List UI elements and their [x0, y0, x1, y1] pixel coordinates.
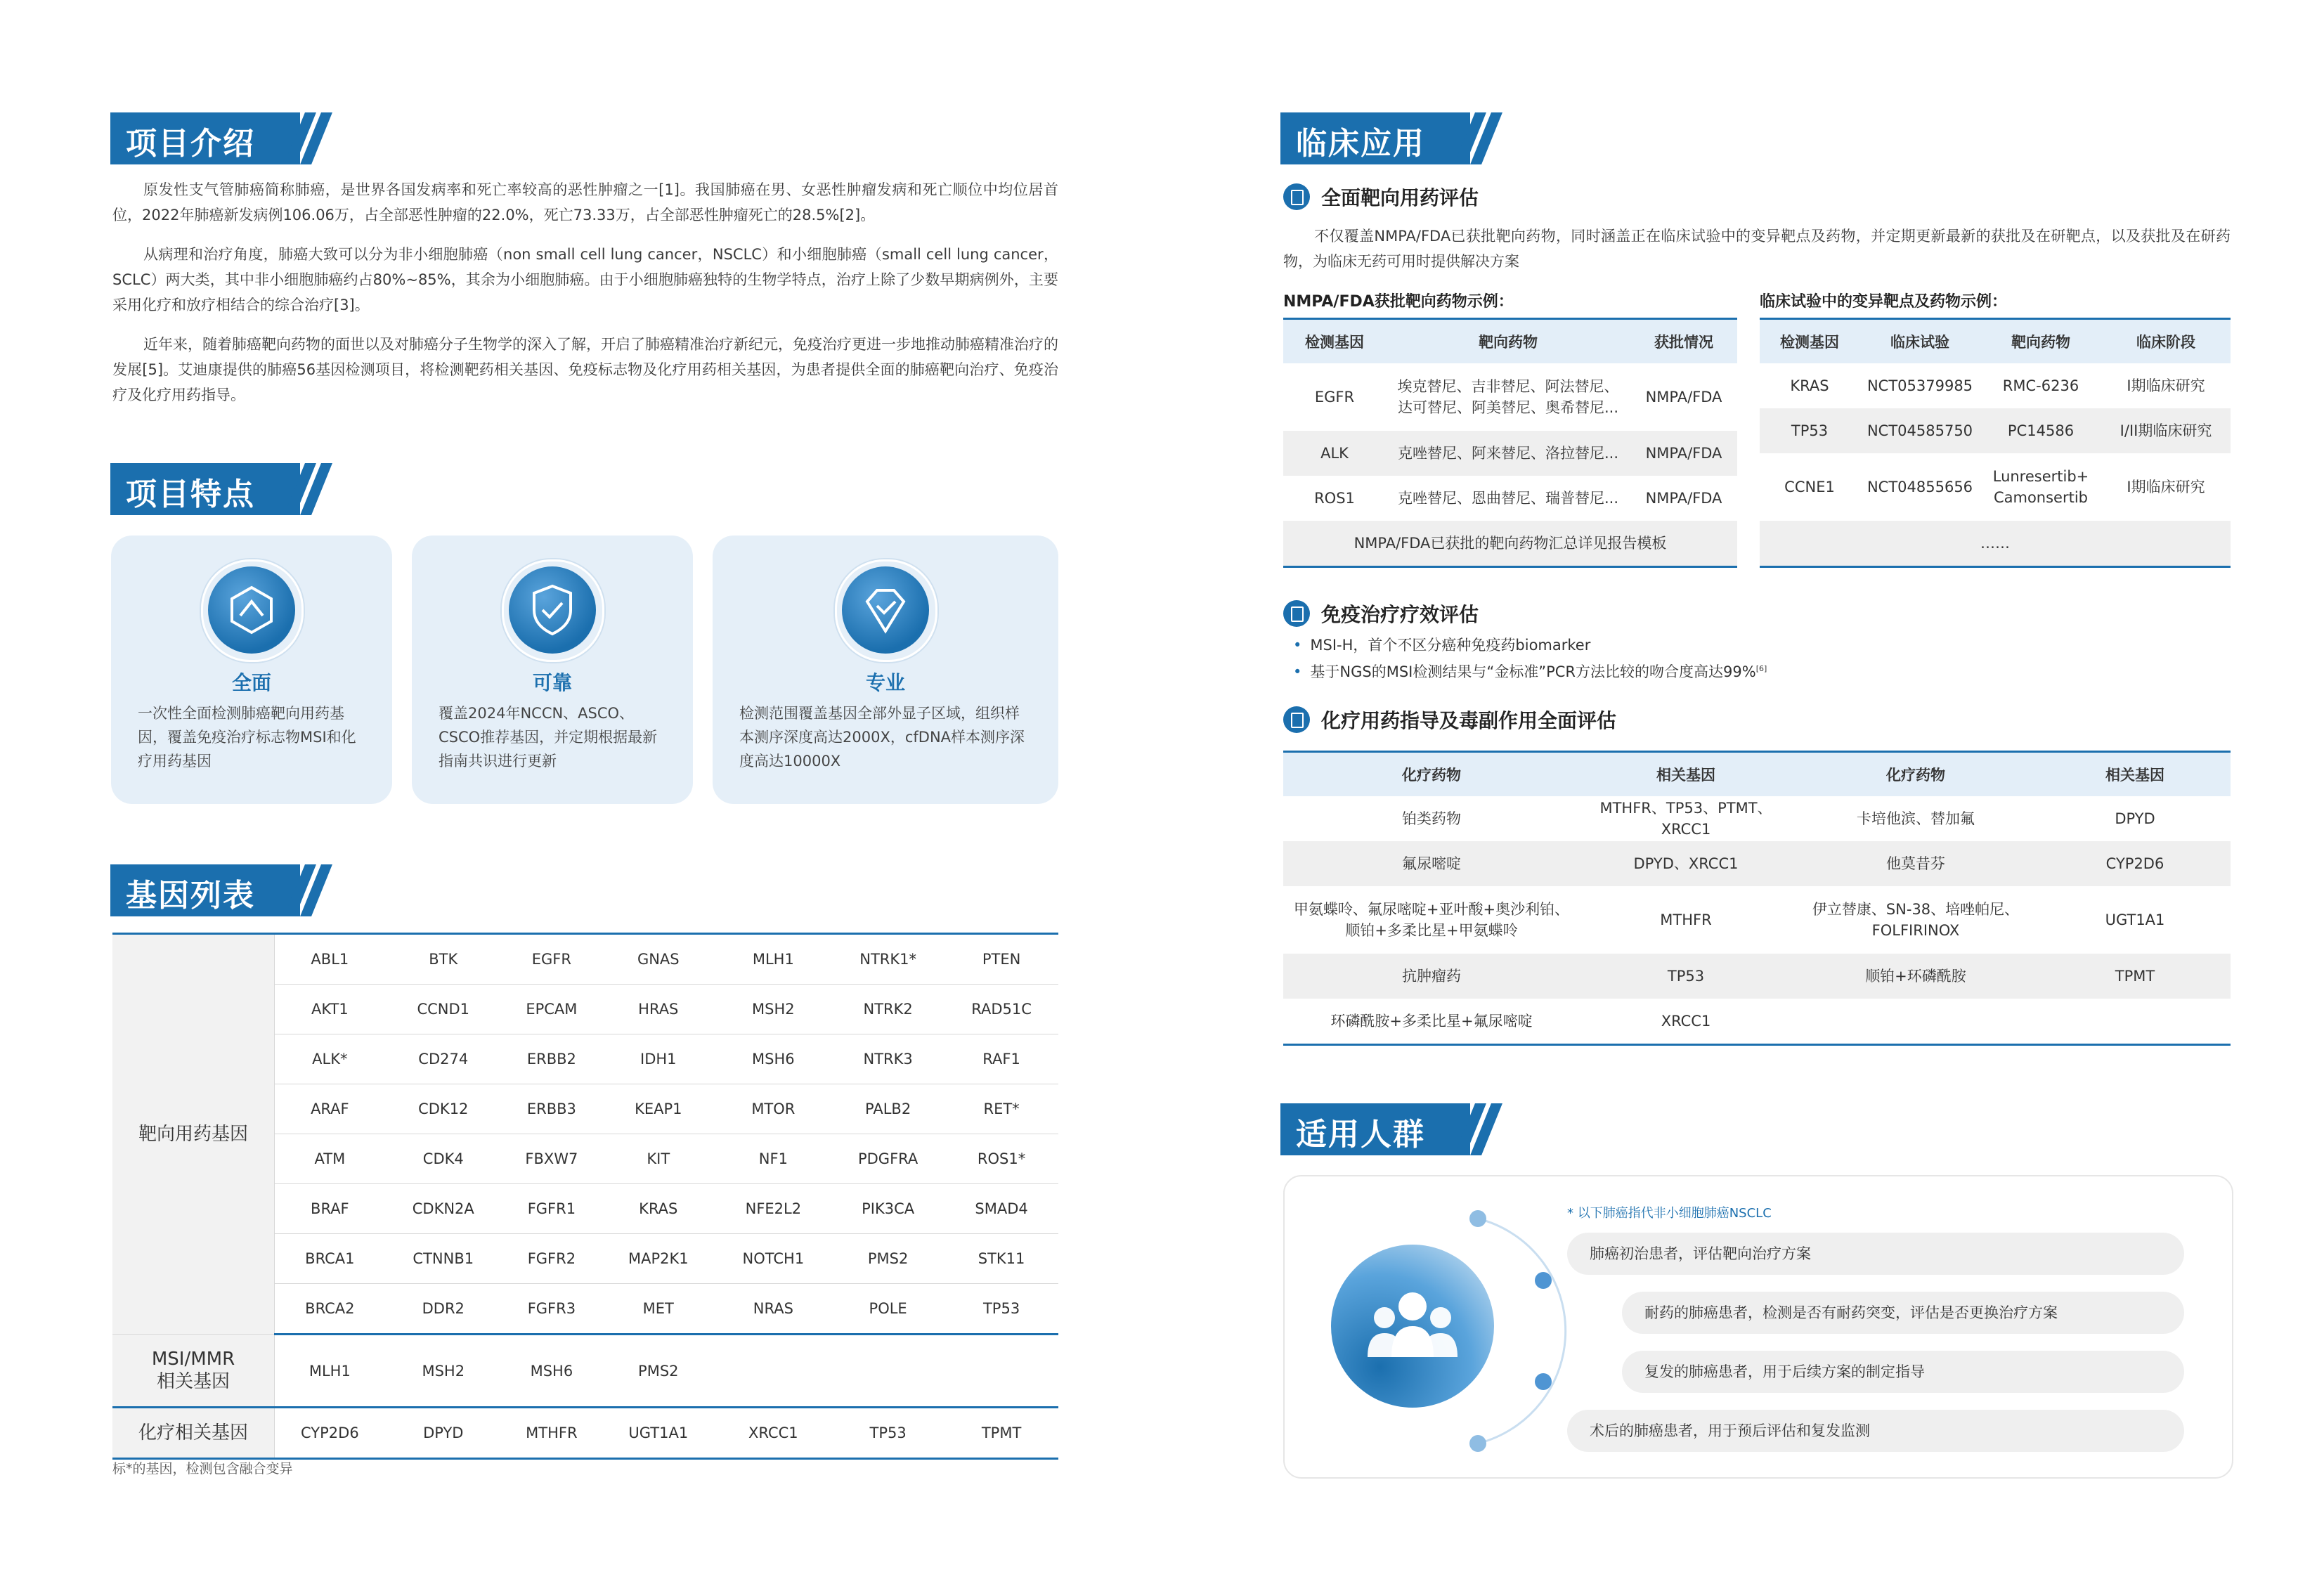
gene-cell: FGFR3: [502, 1284, 602, 1335]
table-row: 甲氨蝶呤、氟尿嘧啶+亚叶酸+奥沙利铂、 顺铂+多柔比星+甲氨蝶呤 MTHFR 伊立替康、SN-38、培唑帕尼、 FOLFIRINOX UGT1A1: [1293, 901, 2165, 939]
gene-cell: MSH6: [715, 1034, 831, 1084]
section-title-features: [110, 463, 314, 515]
gene-cell: MAP2K1: [602, 1234, 715, 1284]
gene-cell: NRAS: [715, 1284, 831, 1335]
people-group-icon: [1331, 1245, 1494, 1408]
section-title-population: [1280, 1103, 1484, 1155]
document-icon: [1283, 183, 1310, 210]
gene-cell: FBXW7: [502, 1134, 602, 1184]
gene-cell: DDR2: [385, 1284, 502, 1335]
section-title-population-text: 适用人群: [1296, 1117, 1425, 1153]
immune-heading: 免疫治疗疗效评估: [1321, 603, 1479, 626]
gene-cell: CDK12: [385, 1084, 502, 1134]
document-icon: [1283, 706, 1310, 733]
table-row: CCNE1 NCT04855656 Lunresertib+ Camonsertib I期临床研究: [1784, 468, 2205, 506]
gene-cell: ROS1*: [944, 1134, 1058, 1184]
population-panel: [1283, 1175, 2233, 1479]
section-title-genes-text: 基因列表: [126, 878, 255, 914]
col-header: 化疗药物: [1792, 752, 2039, 797]
gene-cell: MLH1: [275, 1335, 385, 1408]
gene-cell: PMS2: [602, 1335, 715, 1408]
chemo-heading: 化疗用药指导及毒副作用全面评估: [1321, 709, 1617, 732]
gene-category-label: 化疗相关基因: [112, 1408, 275, 1459]
col-header: 获批情况: [1630, 319, 1737, 364]
population-note: * 以下肺癌指代非小细胞肺癌NSCLC: [1567, 1206, 1772, 1221]
approved-drug-table: [1283, 318, 1737, 568]
gene-cell: NFE2L2: [715, 1184, 831, 1234]
gene-cell: POLE: [831, 1284, 944, 1335]
col-header: 临床阶段: [2101, 319, 2231, 364]
gene-cell: CD274: [385, 1034, 502, 1084]
gene-cell: CYP2D6: [275, 1408, 385, 1459]
col-header: 靶向药物: [1386, 319, 1630, 364]
section-title-clinical-text: 临床应用: [1296, 126, 1425, 162]
gene-cell: KIT: [602, 1134, 715, 1184]
gene-footnote: 标*的基因，检测包含融合变异: [112, 1461, 293, 1477]
gene-cell: MLH1: [715, 934, 831, 985]
table-row: KRAS NCT05379985 RMC-6236 I期临床研究: [1790, 377, 2205, 394]
document-icon: [1283, 600, 1310, 627]
gene-cell: FGFR1: [502, 1184, 602, 1234]
gene-cell: STK11: [944, 1234, 1058, 1284]
feature-card-comprehensive: [111, 536, 392, 804]
gene-cell: TP53: [831, 1408, 944, 1459]
approved-caption: NMPA/FDA获批靶向药物示例：: [1283, 293, 1514, 311]
gene-cell: CTNNB1: [385, 1234, 502, 1284]
feature-card-professional: [713, 536, 1058, 804]
gene-cell: PTEN: [944, 934, 1058, 985]
gene-cell: MSH2: [715, 985, 831, 1034]
table-row: NMPA/FDA已获批的靶向药物汇总详见报告模板: [1283, 521, 1737, 567]
gene-cell: RAF1: [944, 1034, 1058, 1084]
trial-drug-table: [1760, 318, 2231, 568]
gene-cell: CDKN2A: [385, 1184, 502, 1234]
gene-cell: MET: [602, 1284, 715, 1335]
gene-row: [112, 1408, 1058, 1459]
section-title-intro-text: 项目介绍: [126, 126, 255, 162]
atom-icon: [208, 566, 295, 654]
gene-row: [112, 934, 1058, 985]
gene-cell: UGT1A1: [602, 1408, 715, 1459]
table-row: ALK 克唑替尼、阿来替尼、洛拉替尼... NMPA/FDA: [1283, 431, 1737, 476]
gene-cell: RET*: [944, 1084, 1058, 1134]
table-row: EGFR 埃克替尼、吉非替尼、阿法替尼、 达可替尼、阿美替尼、奥希替尼... NMPA/FDA: [1314, 378, 1722, 416]
feature-desc: 一次性全面检测肺癌靶向用药基因，覆盖免疫治疗标志物MSI和化疗用药基因: [138, 705, 356, 770]
gene-cell: PMS2: [831, 1234, 944, 1284]
col-header: 临床试验: [1859, 319, 1980, 364]
feature-card-reliable: [412, 536, 693, 804]
gene-cell: PDGFRA: [831, 1134, 944, 1184]
feature-title: 可靠: [532, 671, 572, 694]
shield-check-icon: [509, 566, 596, 654]
table-row: ROS1 克唑替尼、恩曲替尼、瑞普替尼... NMPA/FDA: [1314, 490, 1722, 507]
table-row: 抗肿瘤药 TP53 顺铂+环磷酰胺 TPMT: [1283, 954, 2231, 999]
gene-cell: EPCAM: [502, 985, 602, 1034]
gene-cell: DPYD: [385, 1408, 502, 1459]
gene-list-table: [112, 933, 1058, 1460]
targeted-heading: 全面靶向用药评估: [1321, 186, 1479, 209]
gene-cell: ABL1: [275, 934, 385, 985]
gene-cell: IDH1: [602, 1034, 715, 1084]
gene-cell: [944, 1335, 1058, 1408]
col-header: 靶向药物: [1980, 319, 2101, 364]
gene-cell: NTRK3: [831, 1034, 944, 1084]
gene-cell: BRCA1: [275, 1234, 385, 1284]
gene-cell: ARAF: [275, 1084, 385, 1134]
gene-cell: MTHFR: [502, 1408, 602, 1459]
population-item: 肺癌初治患者，评估靶向治疗方案: [1567, 1233, 2184, 1275]
col-header: 相关基因: [1580, 752, 1792, 797]
gene-cell: NTRK2: [831, 985, 944, 1034]
gene-cell: BRAF: [275, 1184, 385, 1234]
gene-cell: KEAP1: [602, 1084, 715, 1134]
population-item: 术后的肺癌患者，用于预后评估和复发监测: [1567, 1410, 2184, 1452]
gene-cell: MSH6: [502, 1335, 602, 1408]
gene-cell: ERBB2: [502, 1034, 602, 1084]
gene-cell: BTK: [385, 934, 502, 985]
gene-cell: MTOR: [715, 1084, 831, 1134]
gene-cell: NF1: [715, 1134, 831, 1184]
gene-row: [112, 1335, 1058, 1408]
gene-cell: NOTCH1: [715, 1234, 831, 1284]
gene-cell: AKT1: [275, 985, 385, 1034]
feature-desc: 检测范围覆盖基因全部外显子区域，组织样本测序深度高达2000X，cfDNA样本测序深度高达10000X: [739, 705, 1025, 770]
gene-cell: NTRK1*: [831, 934, 944, 985]
gene-cell: ALK*: [275, 1034, 385, 1084]
gene-cell: GNAS: [602, 934, 715, 985]
intro-paragraph-3: 近年来，随着肺癌靶向药物的面世以及对肺癌分子生物学的深入了解，开启了肺癌精准治疗新纪元，免疫治疗更进一步地推动肺癌精准治疗的发展[5]。艾迪康提供的肺癌56基因检测项目，将检测靶药相关基因、免疫标志物及化疗用药相关基因，为患者提供全面的肺癌靶向治疗、免疫治疗及化疗用药指导。: [112, 336, 1058, 403]
gene-cell: ERBB3: [502, 1084, 602, 1134]
gene-cell: FGFR2: [502, 1234, 602, 1284]
gene-cell: [715, 1335, 831, 1408]
gene-cell: [831, 1335, 944, 1408]
section-title-features-text: 项目特点: [126, 476, 255, 512]
gene-category-label: 靶向用药基因: [112, 934, 275, 1335]
gene-cell: PALB2: [831, 1084, 944, 1134]
intro-paragraph-1: 原发性支气管肺癌简称肺癌，是世界各国发病率和死亡率较高的恶性肿瘤之一[1]。我国肺癌在男、女恶性肿瘤发病和死亡顺位中均位居首位，2022年肺癌新发病例106.06万，占全部恶性肿瘤的22.0%，死亡73.33万，占全部恶性肿瘤死亡的28.5%[2]。: [112, 181, 1058, 223]
table-row: TP53 NCT04585750 PC14586 I/II期临床研究: [1760, 408, 2231, 453]
trial-caption: 临床试验中的变异靶点及药物示例：: [1760, 293, 2008, 311]
gene-cell: SMAD4: [944, 1184, 1058, 1234]
chemo-table: [1283, 751, 2231, 1046]
table-row: 环磷酰胺+多柔比星+氟尿嘧啶 XRCC1: [1283, 999, 2231, 1045]
gene-cell: EGFR: [502, 934, 602, 985]
table-row: ……: [1760, 521, 2231, 567]
feature-title: 全面: [231, 671, 271, 694]
targeted-desc: 不仅覆盖NMPA/FDA已获批靶向药物，同时涵盖正在临床试验中的变异靶点及药物，并定期更新最新的获批及在研靶点，以及获批及在研药物，为临床无药可用时提供解决方案: [1283, 228, 2231, 270]
gene-cell: CCND1: [385, 985, 502, 1034]
gene-cell: ATM: [275, 1134, 385, 1184]
gene-cell: BRCA2: [275, 1284, 385, 1335]
gene-cell: MSH2: [385, 1335, 502, 1408]
col-header: 检测基因: [1283, 319, 1386, 364]
feature-desc: 覆盖2024年NCCN、ASCO、CSCO推荐基因，并定期根据最新指南共识进行更新: [439, 705, 658, 770]
gene-cell: TP53: [944, 1284, 1058, 1335]
intro-paragraph-2: 从病理和治疗角度，肺癌大致可以分为非小细胞肺癌（non small cell lung cancer，NSCLC）和小细胞肺癌（small cell lung cancer，SCLC）两大类，其中非小细胞肺癌约占80%~85%，其余为小细胞肺癌。由于小细胞肺癌独特的生物学特点，治疗上除了少数早期病例外，主要采用化疗和放疗相结合的综合治疗[3]。: [112, 246, 1058, 313]
population-item: 复发的肺癌患者，用于后续方案的制定指导: [1622, 1351, 2184, 1393]
gene-cell: XRCC1: [715, 1408, 831, 1459]
section-title-clinical: [1280, 112, 1484, 164]
gene-cell: TPMT: [944, 1408, 1058, 1459]
col-header: 相关基因: [2039, 752, 2231, 797]
gene-category-label: MSI/MMR 相关基因: [112, 1335, 275, 1408]
gene-cell: RAD51C: [944, 985, 1058, 1034]
immune-bullet-2: • 基于NGS的MSI检测结果与“金标准”PCR方法比较的吻合度高达99%[6]: [1293, 661, 1767, 682]
col-header: 化疗药物: [1283, 752, 1580, 797]
feature-title: 专业: [865, 671, 905, 694]
population-item: 耐药的肺癌患者，检测是否有耐药突变，评估是否更换治疗方案: [1622, 1292, 2184, 1334]
table-row: 氟尿嘧啶 DPYD、XRCC1 他莫昔芬 CYP2D6: [1283, 841, 2231, 886]
section-title-intro: [110, 112, 314, 164]
gene-cell: HRAS: [602, 985, 715, 1034]
gene-cell: KRAS: [602, 1184, 715, 1234]
gene-cell: CDK4: [385, 1134, 502, 1184]
section-title-genes: [110, 864, 314, 916]
gene-cell: PIK3CA: [831, 1184, 944, 1234]
col-header: 检测基因: [1760, 319, 1859, 364]
diamond-check-icon: [842, 566, 929, 654]
table-row: 铂类药物 MTHFR、TP53、PTMT、XRCC1 卡培他滨、替加氟 DPYD: [1402, 800, 2155, 838]
immune-bullet-1: • MSI-H，首个不区分癌种免疫药biomarker: [1293, 634, 1590, 655]
